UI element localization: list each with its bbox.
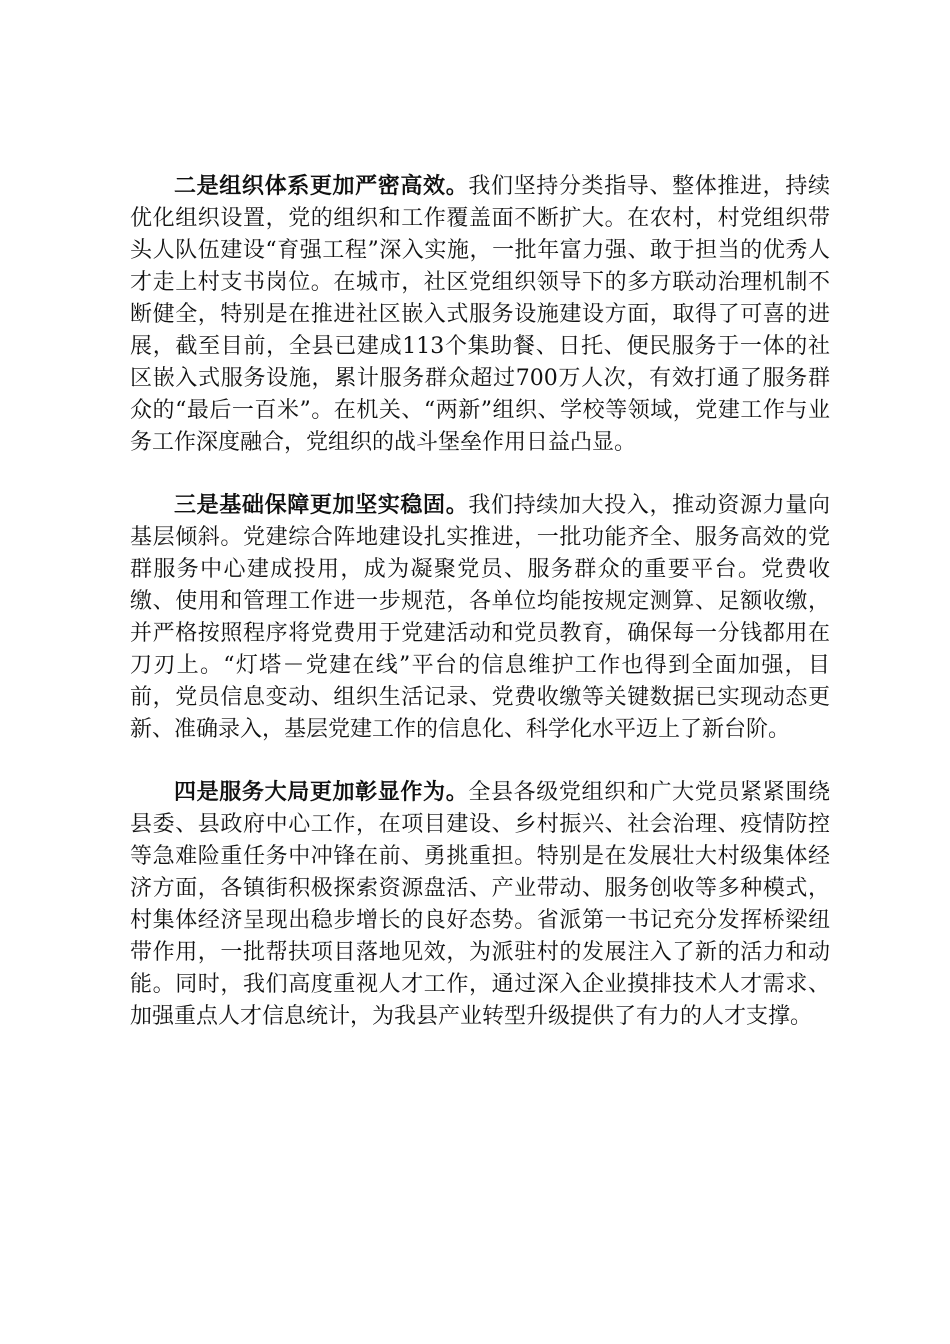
paragraph-text: 我们坚持分类指导、整体推进，持续优化组织设置，党的组织和工作覆盖面不断扩大。在农村，村党组织带头人队伍建设“育强工程”深入实施，一批年富力强、敢于担当的优秀人才走上村支书岗位。在城市，社区党组织领导下的多方联动治理机制不断健全，特别是在推进社区嵌入式服务设施建设方面，取得了可喜的进展，截至目前，全县已建成113个集助餐、日托、便民服务于一体的社区嵌入式服务设施，累计服务群众超过700万人次，有效打通了服务群众的“最后一百米”。在机关、“两新”组织、学校等领域，党建工作与业务工作深度融合，党组织的战斗堡垒作用日益凸显。 [130, 174, 830, 455]
paragraph-lead: 二是组织体系更加严密高效。 [174, 173, 469, 199]
paragraph-serving-overall [130, 776, 830, 1033]
paragraph-basic-support [130, 489, 830, 746]
paragraph-text: 我们持续加大投入，推动资源力量向基层倾斜。党建综合阵地建设扎实推进，一批功能齐全、服务高效的党群服务中心建成投用，成为凝聚党员、服务群众的重要平台。党费收缴、使用和管理工作进一步规范，各单位均能按规定测算、足额收缴，并严格按照程序将党费用于党建活动和党员教育，确保每一分钱都用在刀刃上。“灯塔－党建在线”平台的信息维护工作也得到全面加强，目前，党员信息变动、组织生活记录、党费收缴等关键数据已实现动态更新、准确录入，基层党建工作的信息化、科学化水平迈上了新台阶。 [130, 493, 830, 742]
paragraph-text: 全县各级党组织和广大党员紧紧围绕县委、县政府中心工作，在项目建设、乡村振兴、社会治理、疫情防控等急难险重任务中冲锋在前、勇挑重担。特别是在发展壮大村级集体经济方面，各镇街积极探索资源盘活、产业带动、服务创收等多种模式，村集体经济呈现出稳步增长的良好态势。省派第一书记充分发挥桥梁纽带作用，一批帮扶项目落地见效，为派驻村的发展注入了新的活力和动能。同时，我们高度重视人才工作，通过深入企业摸排技术人才需求、加强重点人才信息统计，为我县产业转型升级提供了有力的人才支撑。 [130, 780, 830, 1029]
paragraph-lead: 三是基础保障更加坚实稳固。 [174, 492, 469, 518]
paragraph-lead: 四是服务大局更加彰显作为。 [174, 779, 469, 805]
paragraph-organization-system [130, 170, 830, 459]
document-body [130, 170, 830, 1063]
